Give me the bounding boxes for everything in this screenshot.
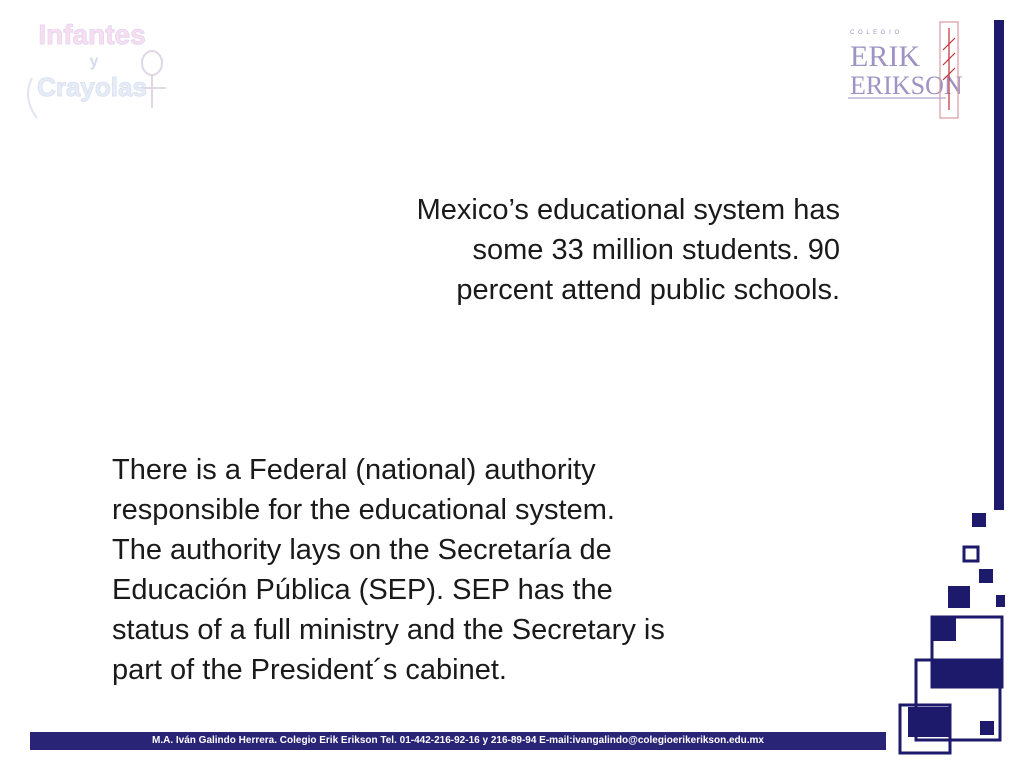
paragraph1-line: some 33 million students. 90: [472, 234, 840, 266]
logo-word-y: y: [89, 53, 99, 70]
logo-colegio-label: C O L E G I O: [850, 30, 901, 36]
footer-contact-bar: M.A. Iván Galindo Herrera. Colegio Erik Erikson Tel. 01-442-216-92-16 y 216-89-94 E-mail:ivangalindo@colegioerikerikson.edu.mx: [30, 732, 886, 750]
logo-word-crayolas: Crayolas: [37, 72, 147, 102]
logo-erik-word: ERIK: [850, 40, 920, 73]
paragraph-student-stats: [300, 190, 840, 310]
infantes-y-crayolas-logo: [12, 8, 172, 128]
paragraph2-line: part of the President´s cabinet.: [112, 654, 507, 686]
vertical-accent-bar: [994, 20, 1004, 510]
logo-word-infantes: Infantes: [38, 19, 146, 50]
colegio-erik-erikson-logo: [846, 20, 986, 120]
paragraph2-line: There is a Federal (national) authority: [112, 454, 596, 486]
paragraph2-line: Educación Pública (SEP). SEP has the: [112, 574, 613, 606]
paragraph2-line: status of a full ministry and the Secretary is: [112, 614, 665, 646]
paragraph1-line: percent attend public schools.: [456, 274, 840, 306]
paragraph2-line: The authority lays on the Secretaría de: [112, 534, 612, 566]
decorative-squares: [890, 505, 1020, 760]
paragraph1-line: Mexico’s educational system has: [416, 194, 840, 226]
paragraph2-line: responsible for the educational system.: [112, 494, 615, 526]
logo-erikson-word: ERIKSON: [850, 71, 963, 100]
paragraph-federal-authority: [112, 450, 792, 690]
